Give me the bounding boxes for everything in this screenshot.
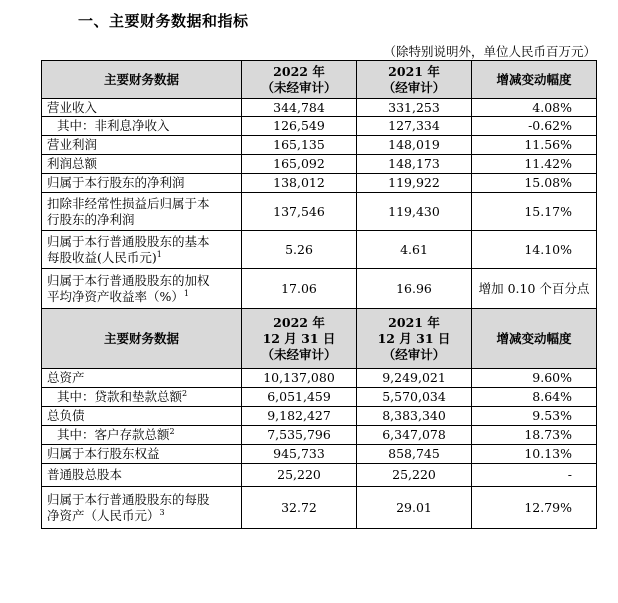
table-row (42, 464, 597, 487)
value-2022: 137,546 (242, 193, 357, 231)
header-2022: 2022 年 （未经审计） (242, 61, 357, 99)
row-label: 其中：非利息净收入 (42, 117, 242, 136)
header-2021-dec31: 2021 年 12 月 31 日 （经审计） (357, 309, 472, 369)
value-2021: 9,249,021 (357, 369, 472, 388)
row-label: 普通股总股本 (42, 464, 242, 487)
footnote-marker: 2 (169, 426, 175, 436)
value-2021: 119,922 (357, 174, 472, 193)
row-label: 其中：客户存款总额$^2$ (42, 426, 242, 445)
row-label: 总资产 (42, 369, 242, 388)
change-value: 11.56% (472, 136, 597, 155)
change-value: 15.17% (472, 193, 597, 231)
row-label: 归属于本行普通股股东的每股 净资产（人民币元）$^3$ (42, 487, 242, 529)
value-2021: 4.61 (357, 231, 472, 269)
value-2022: 32.72 (242, 487, 357, 529)
change-value: 8.64% (472, 388, 597, 407)
table-row (42, 407, 597, 426)
footnote-marker: 3 (159, 507, 165, 517)
table-row (42, 136, 597, 155)
change-value: 9.53% (472, 407, 597, 426)
value-2022: 10,137,080 (242, 369, 357, 388)
change-value: - (472, 464, 597, 487)
value-2021: 8,383,340 (357, 407, 472, 426)
footnote-marker: 2 (182, 388, 188, 398)
value-2022: 138,012 (242, 174, 357, 193)
table-row (42, 445, 597, 464)
change-value: 12.79% (472, 487, 597, 529)
value-2022: 165,135 (242, 136, 357, 155)
table-row (42, 269, 597, 309)
table-row (42, 155, 597, 174)
footnote-marker: 1 (156, 249, 162, 259)
value-2022: 25,220 (242, 464, 357, 487)
table-row (42, 117, 597, 136)
value-2022: 6,051,459 (242, 388, 357, 407)
change-value: 11.42% (472, 155, 597, 174)
header-change: 增减变动幅度 (472, 309, 597, 369)
row-label: 归属于本行股东的净利润 (42, 174, 242, 193)
value-2022: 17.06 (242, 269, 357, 309)
table-row (42, 231, 597, 269)
header-label: 主要财务数据 (42, 61, 242, 99)
value-2022: 5.26 (242, 231, 357, 269)
row-label: 其中：贷款和垫款总额$^2$ (42, 388, 242, 407)
row-label: 总负债 (42, 407, 242, 426)
row-label: 营业利润 (42, 136, 242, 155)
row-label: 扣除非经常性损益后归属于本 行股东的净利润 (42, 193, 242, 231)
value-2021: 119,430 (357, 193, 472, 231)
row-label: 归属于本行普通股股东的基本 每股收益(人民币元)$^1$ (42, 231, 242, 269)
change-value: 10.13% (472, 445, 597, 464)
value-2022: 7,535,796 (242, 426, 357, 445)
table-header-balance (42, 309, 597, 369)
value-2021: 6,347,078 (357, 426, 472, 445)
change-value: 15.08% (472, 174, 597, 193)
table-row (42, 426, 597, 445)
header-2021: 2021 年 （经审计） (357, 61, 472, 99)
table-header-annual (42, 61, 597, 99)
table-row (42, 388, 597, 407)
change-value: 14.10% (472, 231, 597, 269)
value-2021: 331,253 (357, 99, 472, 117)
value-2022: 165,092 (242, 155, 357, 174)
value-2021: 29.01 (357, 487, 472, 529)
section-title: 一、主要财务数据和指标 (78, 12, 249, 30)
table-row (42, 99, 597, 117)
value-2021: 127,334 (357, 117, 472, 136)
unit-note: （除特别说明外，单位人民币百万元） (383, 44, 596, 59)
change-value: 18.73% (472, 426, 597, 445)
header-change: 增减变动幅度 (472, 61, 597, 99)
value-2021: 5,570,034 (357, 388, 472, 407)
row-label: 利润总额 (42, 155, 242, 174)
change-value: -0.62% (472, 117, 597, 136)
table-row (42, 369, 597, 388)
financial-data-table (41, 60, 597, 529)
value-2021: 25,220 (357, 464, 472, 487)
value-2021: 16.96 (357, 269, 472, 309)
footnote-marker: 1 (183, 288, 189, 298)
row-label: 营业收入 (42, 99, 242, 117)
change-value: 9.60% (472, 369, 597, 388)
value-2022: 344,784 (242, 99, 357, 117)
value-2021: 858,745 (357, 445, 472, 464)
table-row (42, 193, 597, 231)
value-2021: 148,173 (357, 155, 472, 174)
value-2022: 9,182,427 (242, 407, 357, 426)
change-value: 增加 0.10 个百分点 (472, 269, 597, 309)
value-2022: 945,733 (242, 445, 357, 464)
table-row (42, 487, 597, 529)
row-label: 归属于本行股东权益 (42, 445, 242, 464)
value-2022: 126,549 (242, 117, 357, 136)
row-label: 归属于本行普通股股东的加权 平均净资产收益率（%）$^1$ (42, 269, 242, 309)
header-2022-dec31: 2022 年 12 月 31 日 （未经审计） (242, 309, 357, 369)
header-label: 主要财务数据 (42, 309, 242, 369)
table-row (42, 174, 597, 193)
value-2021: 148,019 (357, 136, 472, 155)
change-value: 4.08% (472, 99, 597, 117)
